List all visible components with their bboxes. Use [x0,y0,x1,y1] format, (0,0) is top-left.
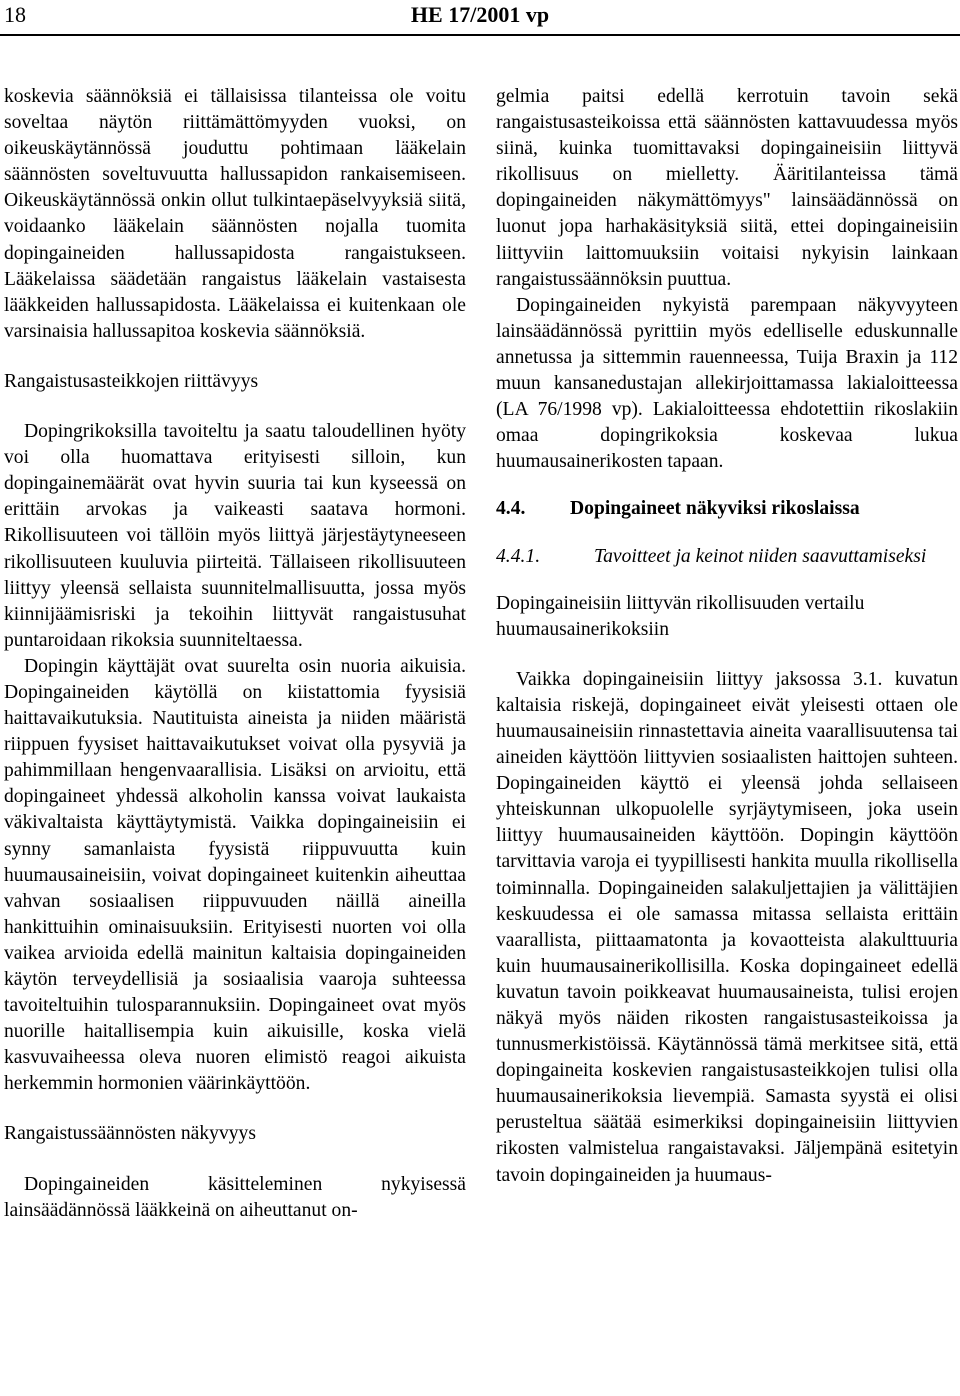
paragraph: Vaikka dopingaineisiin liittyy jaksossa 3.1. kuvatun kaltaisia riskejä, dopingaineet eivät yleisesti ottaen ole huumausaineisiin rinnastettavia aineita vaarallisuutensa tai aineiden käyttöön liittyvien sosiaalisten haittojen suhteen. Dopingaineiden käyttö ei yleensä johda sellaiseen yhteiskunnan ulkopuolelle syrjäytymiseen, joka usein liittyy huumausaineiden käyttöön. Dopingin käyttöön tarvittavia varoja ei tyypillisesti hankita muulla rikollisella toiminnalla. Dopingaineiden salakuljettajien ja välittäjien keskuudessa ei ole samassa mitassa sellaista erittäin vaarallista, piittaamatonta ja kovaotteista alakulttuuria kuin huumausainerikollisilla. Koska dopingaineet edellä kuvatun tavoin poikkeavat huumausaineista, tulisi erojen näkyä myös näiden rikosten rangaistusasteikoissa ja tunnusmerkistöissä. Käytännössä tämä merkitsee sitä, että dopingaineita koskevien rangaistusasteikkojen tulisi olla huumausainerikoksia lievempiä. Samasta syystä ei olisi perusteltua säätää esimerkiksi dopingaineisiin liittyvien rikosten valmistelua rangaistavaksi. Jäljempänä esitetyin tavoin dopingaineiden ja huumaus- [496,668,958,1186]
section-title: Dopingaineet näkyviksi rikoslaissa [570,498,860,520]
paragraph: Dopingaineiden nykyistä parempaan näkyvyyteen lainsäädännössä pyrittiin myös edelliselle eduskunnalle annetussa ja sittemmin rauenneessa, Tuija Braxin ja 112 muun kansanedustajan allekirjoittamassa lakialoitteessa (LA 76/1998 vp). Lakialoitteessa ehdotettiin rikoslakiin omaa dopingrikoksia koskevaa lukua huumausainerikosten tapaan. [496,294,958,473]
paragraph: koskevia säännöksiä ei tällaisissa tilanteissa ole voitu soveltaa näytön riittämättömyyden vuoksi, on oikeuskäytännössä jouduttu pohtimaan lääkelain säännösten soveltuvuutta hallussapidon rankaisemiseen. Oikeuskäytännössä onkin ollut tulkintaepäselvyyksiä siitä, voidaanko lääkelain säännösten nojalla tuomita dopingaineiden hallussapidosta rangaistukseen. Lääkelaissa säädetään rangaistus lääkelain vastaisesta lääkkeiden hallussapidosta. Lääkelaissa ei kuitenkaan ole varsinaisia hallussapitoa koskevia säännöksiä. [4,86,466,342]
subsection-number: 4.4.1. [496,545,541,567]
page-header [0,0,960,36]
header-divider [0,34,960,36]
section-number: 4.4. [496,498,526,520]
page-number: 18 [4,2,26,27]
section-heading: Rangaistussäännösten näkyvyys [4,1123,256,1145]
paragraph: gelmia paitsi edellä kerrotuin tavoin sekä rangaistusasteikoissa että säännösten kattavuudessa myös siinä, kuinka tuomittavaksi dopingaineisiin liittyvä rikollisuus on mielletty. Ääritilanteissa tämä dopingaineiden näkymättömyys" lainsäädännössä on luonut jopa harhakäsityksiä siitä, ettei dopingaineisiin liittyviin laittomuuksiin voitaisi nykyisin lainkaan rangaistussäännöksin puuttua. [496,86,958,290]
left-column [4,84,466,1224]
right-column [496,84,958,1189]
section-heading: Rangaistusasteikkojen riittävyys [4,370,259,392]
subsection-title: Tavoitteet ja keinot niiden saavuttamiseksi [594,545,927,567]
paragraph: Dopingaineiden käsitteleminen nykyisessä lainsäädännössä lääkkeinä on aiheuttanut on- [4,1173,466,1221]
paragraph: Dopingrikoksilla tavoiteltu ja saatu taloudellinen hyöty voi olla huomattava erityisesti silloin, kun dopingainemäärät ovat hyvin suuria tai kun kyseessä on erittäin arvokas ja vaikeasti saatava hormoni. Rikollisuuteen voi tällöin myös liittyä järjestäytyneeseen rikollisuuteen kuuluvia piirteitä. Tällaiseen rikollisuuteen liittyy yleensä sellaista suunnitelmallisuutta, jossa myös kiinnijäämisriski ja tekoihin liittyvät rangaistusuhat puntaroidaan rikoksia suunniteltaessa. [4,421,466,651]
numbered-subsection-heading [496,544,958,570]
document-id: HE 17/2001 vp [410,2,550,27]
numbered-section-heading [496,496,958,522]
section-heading: Dopingaineisiin liittyvän rikollisuuden vertailu huumausainerikoksiin [496,592,865,640]
paragraph: Dopingin käyttäjät ovat suurelta osin nuoria aikuisia. Dopingaineiden käytöllä on kiistattomia fyysisiä haittavaikutuksia. Nautituista aineista ja niiden määristä riippuen fyysiset haittavaikutukset voivat olla pysyviä ja pahimmillaan hengenvaarallisia. Lisäksi on arvioitu, että dopingaineet yhdessä alkoholin kanssa voivat laukaista väkivaltaista käyttäytymistä. Vaikka dopingaineisiin ei synny samanlaista fyysistä riippuvuutta kuin huumausaineisiin, voivat dopingaineet kuitenkin aiheuttaa vahvan sosiaalisen riippuvuuden näillä aineilla hankittuihin ominaisuuksiin. Erityisesti nuorten voi olla vaikea arvioida edellä mainitun kaltaisia dopingaineiden käytön terveydellisiä ja sosiaalisia vaaroja suhteessa tavoiteltuihin tulosparannuksiin. Dopingaineet ovat myös nuorille haitallisempia kuin aikuisille, koska vielä kasvuvaiheessa oleva nuoren elimistö reagoi aikuista herkemmin hormonien väärinkäyttöön. [4,655,466,1095]
